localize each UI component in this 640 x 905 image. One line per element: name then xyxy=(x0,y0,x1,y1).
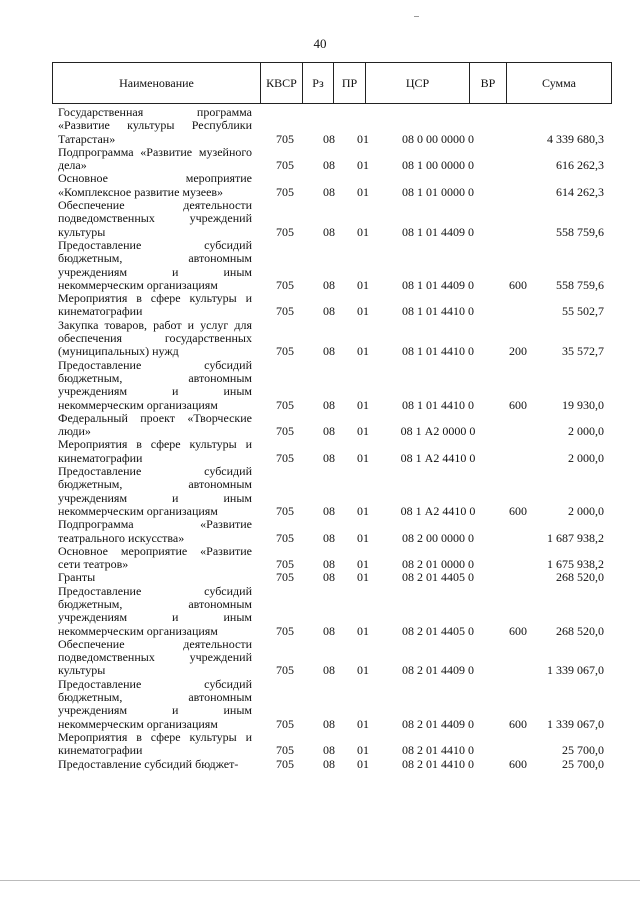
row-kvsr: 705 xyxy=(276,277,294,292)
row-sum: 25 700,0 xyxy=(562,756,604,771)
row-kvsr: 705 xyxy=(276,557,294,572)
table-row xyxy=(58,359,604,412)
row-rz: 08 xyxy=(323,277,335,292)
row-csr: 08 0 00 0000 0 xyxy=(402,131,474,146)
row-csr: 08 2 01 4405 0 xyxy=(402,623,474,638)
row-csr: 08 2 01 4405 0 xyxy=(402,570,474,585)
row-name: Гранты xyxy=(58,570,96,585)
table-row xyxy=(58,465,604,518)
row-vr: 600 xyxy=(509,623,527,638)
header-csr: ЦСР xyxy=(366,63,470,103)
row-name: Обеспечение деятельности подведомственных учреждений культуры xyxy=(58,198,252,239)
row-kvsr: 705 xyxy=(276,623,294,638)
table-row xyxy=(58,678,604,731)
row-rz: 08 xyxy=(323,623,335,638)
row-pr: 01 xyxy=(357,224,369,239)
row-csr: 08 2 01 0000 0 xyxy=(402,557,474,572)
row-name: Мероприятия в сфере культуры и кинематографии xyxy=(58,437,252,465)
row-rz: 08 xyxy=(323,224,335,239)
row-name: Основное мероприятие «Комплексное развитие музеев» xyxy=(58,171,252,199)
table-row xyxy=(58,172,604,199)
row-pr: 01 xyxy=(357,756,369,771)
row-sum: 2 000,0 xyxy=(568,424,604,439)
row-name: Мероприятия в сфере культуры и кинематографии xyxy=(58,729,252,758)
row-kvsr: 705 xyxy=(276,570,294,585)
header-pr: ПР xyxy=(334,63,366,103)
row-name: Предоставление субсидий бюджетным, автономным учреждениям и иным некоммерческим организациям xyxy=(58,464,252,518)
row-pr: 01 xyxy=(357,530,369,545)
row-kvsr: 705 xyxy=(276,397,294,412)
row-sum: 1 687 938,2 xyxy=(547,530,604,545)
row-kvsr: 705 xyxy=(276,304,294,319)
row-pr: 01 xyxy=(357,424,369,439)
row-sum: 4 339 680,3 xyxy=(547,131,604,146)
row-sum: 55 502,7 xyxy=(562,304,604,319)
table-row xyxy=(58,585,604,638)
row-rz: 08 xyxy=(323,131,335,146)
row-name: Предоставление субсидий бюджетным, автономным учреждениям и иным некоммерческим организациям xyxy=(58,237,252,292)
row-pr: 01 xyxy=(357,344,369,359)
row-csr: 08 2 01 4409 0 xyxy=(402,663,474,678)
row-sum: 1 675 938,2 xyxy=(547,557,604,572)
row-kvsr: 705 xyxy=(276,716,294,731)
row-kvsr: 705 xyxy=(276,530,294,545)
row-csr: 08 1 А2 0000 0 xyxy=(400,424,476,439)
table-row xyxy=(58,638,604,678)
row-csr: 08 1 01 4409 0 xyxy=(402,277,474,292)
table-row xyxy=(58,412,604,439)
row-csr: 08 2 01 4410 0 xyxy=(402,743,474,758)
row-pr: 01 xyxy=(357,557,369,572)
header-kvsr: КВСР xyxy=(261,63,303,103)
row-pr: 01 xyxy=(357,623,369,638)
table-row xyxy=(58,545,604,572)
row-pr: 01 xyxy=(357,716,369,731)
row-pr: 01 xyxy=(357,277,369,292)
page-bottom-divider xyxy=(0,880,640,881)
table-row xyxy=(58,731,604,758)
row-name: Основное мероприятие «Развитие сети театров» xyxy=(58,543,252,572)
row-kvsr: 705 xyxy=(276,743,294,758)
row-kvsr: 705 xyxy=(276,224,294,239)
row-name: Подпрограмма «Развитие театрального искусства» xyxy=(58,517,252,545)
table-row xyxy=(58,518,604,545)
row-rz: 08 xyxy=(323,304,335,319)
row-csr: 08 2 01 4410 0 xyxy=(402,756,474,771)
row-sum: 35 572,7 xyxy=(562,344,604,359)
row-csr: 08 1 01 4410 0 xyxy=(402,344,474,359)
row-kvsr: 705 xyxy=(276,756,294,771)
row-kvsr: 705 xyxy=(276,663,294,678)
row-name: Федеральный проект «Творческие люди» xyxy=(58,410,252,439)
row-rz: 08 xyxy=(323,530,335,545)
row-csr: 08 1 01 4410 0 xyxy=(402,397,474,412)
row-name: Обеспечение деятельности подведомственных учреждений культуры xyxy=(58,636,252,678)
row-rz: 08 xyxy=(323,557,335,572)
row-name: Мероприятия в сфере культуры и кинематографии xyxy=(58,291,252,319)
row-rz: 08 xyxy=(323,158,335,173)
table-row xyxy=(58,438,604,465)
row-sum: 1 339 067,0 xyxy=(547,716,604,731)
row-name: Предоставление субсидий бюджетным, автономным учреждениям и иным некоммерческим организациям xyxy=(58,583,252,638)
header-name: Наименование xyxy=(53,63,261,103)
row-name: Предоставление субсидий бюджетным, автономным учреждениям и иным некоммерческим организациям xyxy=(58,676,252,731)
row-pr: 01 xyxy=(357,158,369,173)
row-vr: 600 xyxy=(509,503,527,518)
row-vr: 200 xyxy=(509,344,527,359)
row-rz: 08 xyxy=(323,397,335,412)
row-kvsr: 705 xyxy=(276,424,294,439)
header-vr: ВР xyxy=(470,63,507,103)
row-sum: 2 000,0 xyxy=(568,450,604,465)
row-csr: 08 1 01 4410 0 xyxy=(402,304,474,319)
row-pr: 01 xyxy=(357,743,369,758)
row-sum: 2 000,0 xyxy=(568,503,604,518)
row-vr: 600 xyxy=(509,277,527,292)
row-sum: 558 759,6 xyxy=(556,277,604,292)
row-pr: 01 xyxy=(357,131,369,146)
row-rz: 08 xyxy=(323,503,335,518)
row-kvsr: 705 xyxy=(276,344,294,359)
row-sum: 25 700,0 xyxy=(562,743,604,758)
scan-artifact xyxy=(414,16,419,17)
row-name: Государственная программа «Развитие культуры Республики Татарстан» xyxy=(58,105,252,146)
table-row xyxy=(58,146,604,173)
header-sum: Сумма xyxy=(542,75,576,90)
row-pr: 01 xyxy=(357,184,369,199)
row-name: Закупка товаров, работ и услуг для обеспечения государственных (муниципальных) нужд xyxy=(58,317,252,359)
row-rz: 08 xyxy=(323,424,335,439)
table-row xyxy=(58,239,604,292)
row-name: Подпрограмма «Развитие музейного дела» xyxy=(58,144,252,173)
row-pr: 01 xyxy=(357,503,369,518)
table-row xyxy=(58,758,604,771)
row-kvsr: 705 xyxy=(276,158,294,173)
row-rz: 08 xyxy=(323,743,335,758)
row-sum: 19 930,0 xyxy=(562,397,604,412)
row-csr: 08 1 А2 4410 0 xyxy=(400,503,476,518)
row-sum: 268 520,0 xyxy=(556,570,604,585)
table-header xyxy=(52,62,612,104)
row-kvsr: 705 xyxy=(276,450,294,465)
row-vr: 600 xyxy=(509,397,527,412)
row-pr: 01 xyxy=(357,304,369,319)
row-kvsr: 705 xyxy=(276,184,294,199)
row-sum: 614 262,3 xyxy=(556,184,604,199)
table-row xyxy=(58,199,604,239)
row-pr: 01 xyxy=(357,570,369,585)
row-rz: 08 xyxy=(323,184,335,199)
row-name: Предоставление субсидий бюджетным, автономным учреждениям и иным некоммерческим организациям xyxy=(58,357,252,412)
row-pr: 01 xyxy=(357,397,369,412)
row-pr: 01 xyxy=(357,663,369,678)
table-row xyxy=(58,571,604,584)
row-rz: 08 xyxy=(323,756,335,771)
row-vr: 600 xyxy=(509,756,527,771)
row-kvsr: 705 xyxy=(276,503,294,518)
row-rz: 08 xyxy=(323,663,335,678)
row-sum: 268 520,0 xyxy=(556,623,604,638)
row-name: Предоставление субсидий бюджет- xyxy=(58,756,239,771)
row-sum: 1 339 067,0 xyxy=(547,663,604,678)
row-csr: 08 1 01 0000 0 xyxy=(402,184,474,199)
row-csr: 08 2 01 4409 0 xyxy=(402,716,474,731)
row-rz: 08 xyxy=(323,450,335,465)
table-row xyxy=(58,106,604,146)
row-csr: 08 1 А2 4410 0 xyxy=(400,450,476,465)
row-csr: 08 1 01 4409 0 xyxy=(402,224,474,239)
page-number: 40 xyxy=(313,36,327,51)
row-sum: 616 262,3 xyxy=(556,158,604,173)
table-row xyxy=(58,292,604,319)
row-csr: 08 2 00 0000 0 xyxy=(402,530,474,545)
row-rz: 08 xyxy=(323,344,335,359)
row-pr: 01 xyxy=(357,450,369,465)
row-rz: 08 xyxy=(323,716,335,731)
row-rz: 08 xyxy=(323,570,335,585)
row-kvsr: 705 xyxy=(276,131,294,146)
header-rz: Рз xyxy=(303,63,334,103)
table-row xyxy=(58,319,604,359)
row-sum: 558 759,6 xyxy=(556,224,604,239)
row-vr: 600 xyxy=(509,716,527,731)
row-csr: 08 1 00 0000 0 xyxy=(402,158,474,173)
table-body xyxy=(58,106,604,771)
